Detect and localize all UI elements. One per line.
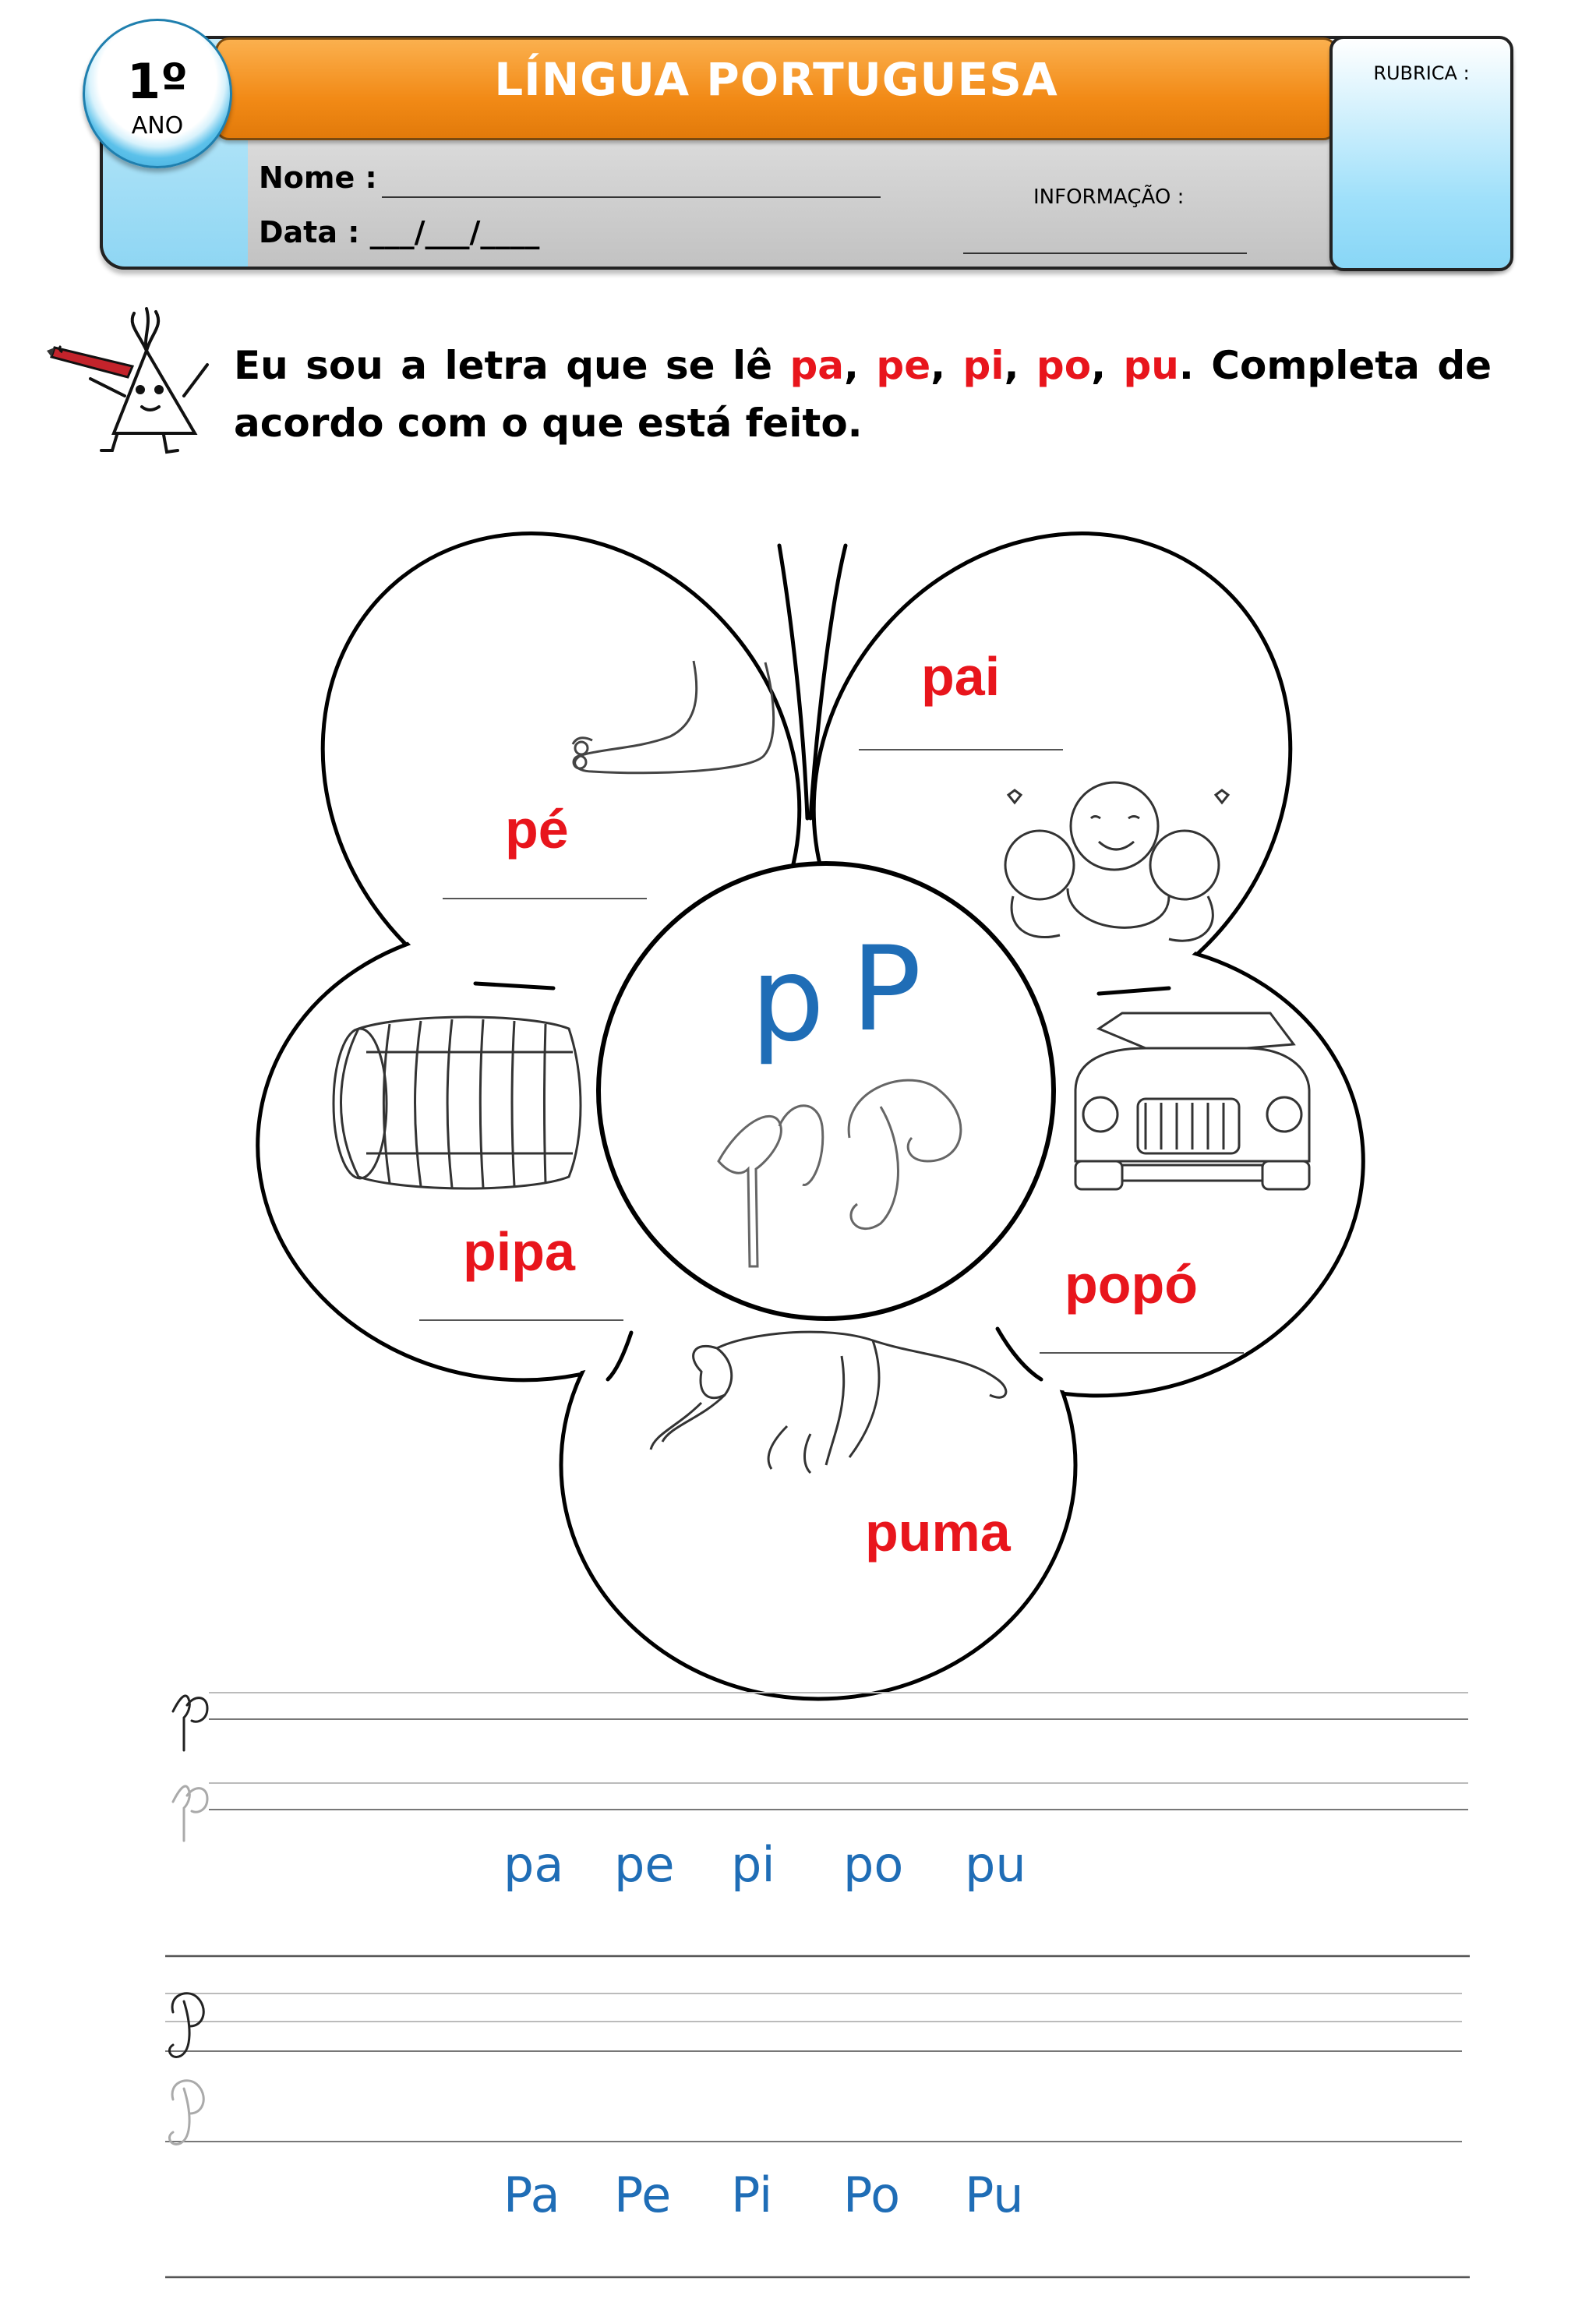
word-puma: puma [865, 1502, 1011, 1563]
word-pipa: pipa [463, 1221, 575, 1282]
practice-syllable-pe: pe [614, 1836, 675, 1893]
rubrica-label: RUBRICA : [1373, 62, 1470, 84]
grade-unit: ANO [131, 112, 184, 139]
practice-syllable-po: po [843, 1836, 904, 1893]
practice-syllable-pa: pa [503, 1836, 564, 1893]
data-label: Data : ___/___/____ [259, 215, 540, 249]
practice-syllable-Pa: Pa [503, 2167, 560, 2223]
informacao-label: INFORMAÇÃO : [1033, 185, 1185, 209]
page-title: LÍNGUA PORTUGUESA [494, 53, 1058, 106]
practice-syllable-pi: pi [731, 1836, 775, 1893]
cursive-p-trace-icon [173, 1786, 207, 1841]
grade-number: 1º [126, 53, 189, 110]
syllable-pe: pe [876, 343, 931, 388]
practice-syllable-pu: pu [965, 1836, 1026, 1893]
instruction-text: Eu sou a letra que se lê pa, pe, pi, po, pu. Completa de acordo com o que está feito. [234, 343, 1492, 446]
cursive-P-model-icon [169, 1993, 203, 2057]
cursive-p-model-icon [173, 1696, 207, 1750]
syllable-pa: pa [789, 343, 844, 388]
practice-syllable-Po: Po [843, 2167, 901, 2223]
center-lowercase-p: p [750, 932, 825, 1068]
practice-syllable-Pu: Pu [965, 2167, 1024, 2223]
word-pe: pé [505, 799, 569, 860]
nome-label: Nome : [259, 161, 377, 195]
practice-syllable-Pe: Pe [614, 2167, 672, 2223]
cursive-P-trace-icon [169, 2081, 203, 2145]
syllable-po: po [1036, 343, 1092, 388]
word-pai: pai [921, 646, 1001, 707]
word-popo: popó [1065, 1254, 1199, 1315]
syllable-pu: pu [1123, 343, 1179, 388]
syllable-pi: pi [962, 343, 1005, 388]
practice-syllable-Pi: Pi [731, 2167, 773, 2223]
center-uppercase-p: P [851, 922, 922, 1058]
